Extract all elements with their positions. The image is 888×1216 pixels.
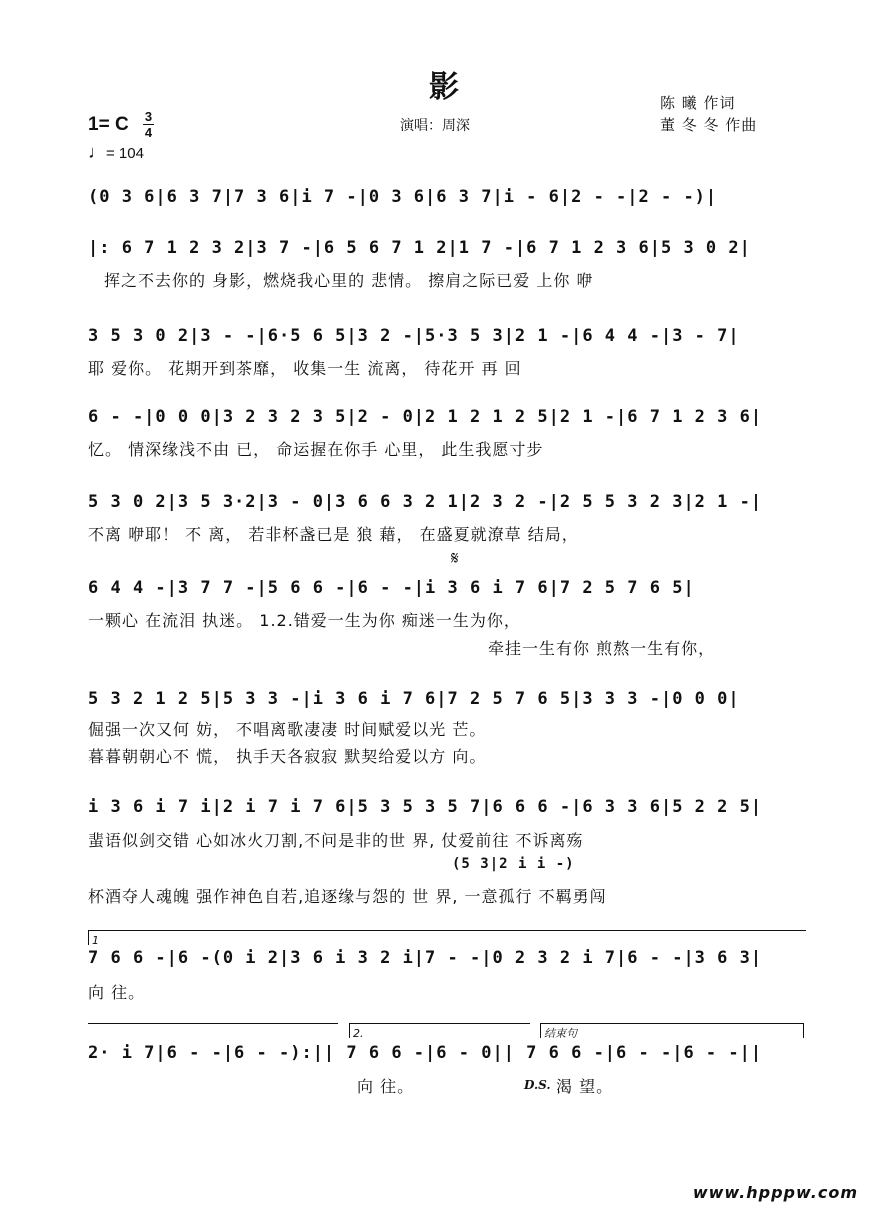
notation-row: 6 4 4 -|3 7 7 -|5 6 6 -|6 - -|i 3 6 i 7 6|7 2 5 7 6 5|	[88, 578, 695, 598]
lyric-line: 蜚语似剑交错 心如冰火刀割,不问是非的世 界, 仗爱前往 不诉离殇	[88, 831, 584, 850]
lyricist-credit: 陈 曦 作词	[660, 94, 736, 112]
lyric-line: 倔强一次又何 妨， 不唱离歌凄凄 时间赋爱以光 芒。	[88, 720, 487, 739]
volta-1-label: 1	[92, 934, 99, 947]
tempo-marking	[88, 142, 144, 163]
lyric-line: 一颗心 在流泪 执迷。 1.2.错爱一生为你 痴迷一生为你，	[88, 611, 521, 630]
song-title: 影	[429, 70, 459, 105]
volta-1-bracket	[88, 930, 179, 945]
alternate-notes: (5 3|2 i i -)	[452, 856, 575, 872]
notation-row: 6 - -|0 0 0|3 2 3 2 3 5|2 - 0|2 1 2 1 2 5|2 1 -|6 7 1 2 3 6|	[88, 407, 763, 427]
notation-row: |: 6 7 1 2 3 2|3 7 -|6 5 6 7 1 2|1 7 -|6 7 1 2 3 6|5 3 0 2|	[88, 238, 751, 258]
notation-row: 3 5 3 0 2|3 - -|6·5 6 5|3 2 -|5·3 5 3|2 1 -|6 4 4 -|3 - 7|	[88, 326, 740, 346]
lyric-line: 挥之不去你的 身影，燃烧我心里的 悲情。 擦肩之际已爱 上你 咿	[104, 271, 594, 290]
notation-row: 5 3 2 1 2 5|5 3 3 -|i 3 6 i 7 6|7 2 5 7 6 5|3 3 3 -|0 0 0|	[88, 689, 740, 709]
volta-line	[88, 930, 806, 931]
singer-credit: 演唱：周深	[400, 118, 470, 134]
lyric-line: 向 往。	[357, 1077, 415, 1096]
segno-icon: 𝄋	[451, 548, 459, 569]
lyric-line: 不离 咿耶！ 不 离， 若非杯盏已是 狼 藉， 在盛夏就潦草 结局，	[88, 525, 579, 544]
ending-bracket	[540, 1023, 804, 1038]
time-bottom: 4	[144, 125, 153, 140]
notation-row: (0 3 6|6 3 7|7 3 6|i 7 -|0 3 6|6 3 7|i - 6|2 - -|2 - -)|	[88, 187, 718, 207]
lyric-line-verse2: 暮暮朝朝心不 慌， 执手天各寂寂 默契给爱以方 向。	[88, 747, 487, 766]
quarter-note-icon: ♩	[88, 142, 106, 162]
lyric-line: 耶 爱你。 花期开到茶靡， 收集一生 流离， 待花开 再 回	[88, 359, 522, 378]
ending-label: 结束句	[544, 1027, 577, 1040]
site-watermark: www.hpppw.com	[692, 1183, 858, 1202]
tempo-value: = 104	[106, 145, 144, 162]
notation-row: 2· i 7|6 - -|6 - -):|| 7 6 6 -|6 - 0|| 7 6 6 -|6 - -|6 - -||	[88, 1043, 763, 1063]
lyric-line: 忆。 情深缘浅不由 已， 命运握在你手 心里， 此生我愿寸步	[88, 440, 544, 459]
notation-row: 5 3 0 2|3 5 3·2|3 - 0|3 6 6 3 2 1|2 3 2 -|2 5 5 3 2 3|2 1 -|	[88, 492, 763, 512]
lyric-line-verse2: 杯酒夺人魂魄 强作神色自若,追逐缘与怨的 世 界, 一意孤行 不羁勇闯	[88, 887, 607, 906]
lyric-line: 向 往。	[88, 983, 146, 1002]
key-signature: 1= C	[88, 114, 129, 135]
lyric-line-verse2: 牵挂一生有你 煎熬一生有你，	[488, 639, 716, 658]
volta-2-label: 2.	[353, 1027, 364, 1040]
notation-row: 7 6 6 -|6 -(0 i 2|3 6 i 3 2 i|7 - -|0 2 3 2 i 7|6 - -|3 6 3|	[88, 948, 763, 968]
lyric-line-ending: 渴 望。	[556, 1077, 614, 1096]
dal-segno-mark: D.S.	[524, 1078, 551, 1092]
composer-credit: 董 冬 冬 作曲	[660, 116, 758, 134]
time-top: 3	[144, 109, 153, 124]
volta-2-bracket	[349, 1023, 530, 1038]
notation-row: i 3 6 i 7 i|2 i 7 i 7 6|5 3 5 3 5 7|6 6 6 -|6 3 3 6|5 2 2 5|	[88, 797, 763, 817]
volta-continue-line	[88, 1023, 338, 1024]
time-signature	[143, 110, 154, 139]
